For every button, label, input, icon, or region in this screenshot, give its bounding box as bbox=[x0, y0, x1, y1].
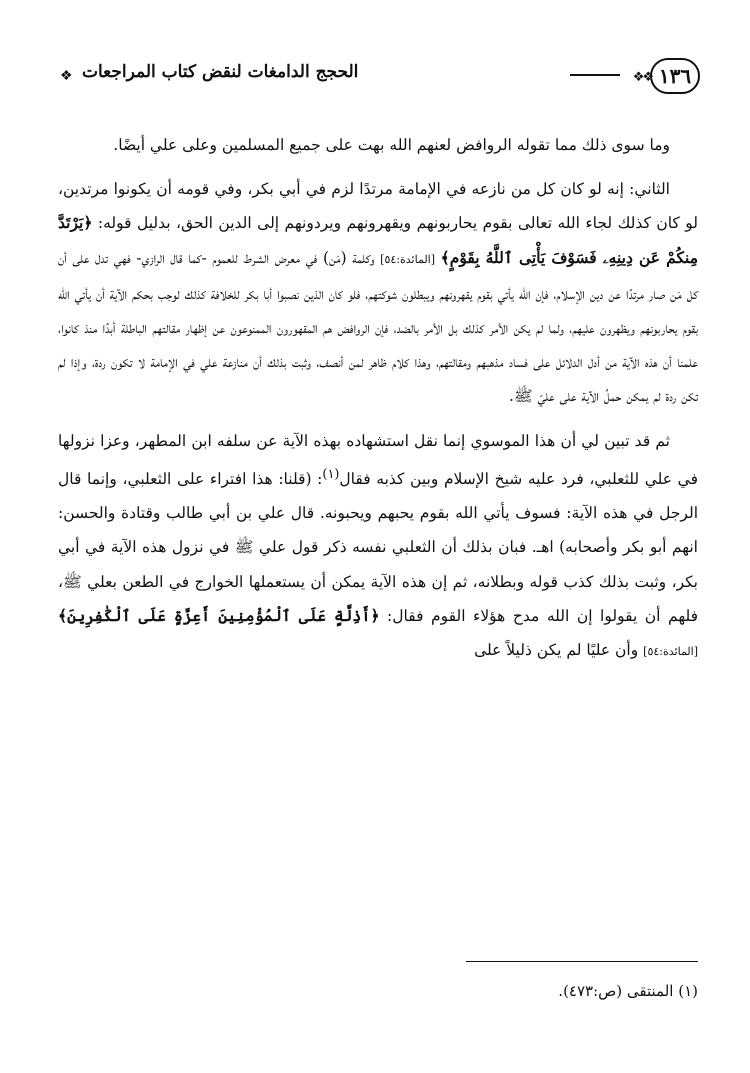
paragraph-text: وما سوى ذلك مما تقوله الروافض لعنهم الله بهت على جميع المسلمين وعلى علي أيضًا. bbox=[113, 136, 670, 154]
paragraph bbox=[58, 424, 698, 670]
paragraph-text: وكلمة (مَن) في معرض الشرط للعموم -كما قال الرازي- فهي تدل على أن كل مَن صار مرتدًا عن دين الإسلام، فإن الله يأتي بقوم يقهرونهم ويبطلون شوكتهم، فلو كان الذين نصبوا أبا بكر للخلافة كذلك لوجب بحكم الآية أن يأتي الله بقوم يحاربونهم ويظهرون عليهم، ولما لم يكن الأمر كذلك بل الأمر بالضد، فإن الروافض هم المقهورون الممنوعون عن إظهار مقالتهم الباطلة أبدًا منذ كانوا، علمنا أن هذه الآية من أدل الدلائل على فساد مذهبهم ومقالتهم، وهذا كلام ظاهر لمن أنصف، وثبت بذلك أن منازعة علي في الإمامة لا تكون ردة، وإذا لم تكن ردة لم يمكن حملُ الآية على عليّ ﷺ. bbox=[58, 248, 698, 406]
paragraph-text: الثاني: إنه لو كان كل من نازعه في الإمامة مرتدًا لزم في أبي بكر، وفي قومه أن يكونوا مرتدين، لو كان كذلك لجاء الله تعالى بقوم يحاربونهم ويقهرونهم ويردونهم إلى الدين الحق، بدليل قوله: bbox=[58, 180, 698, 233]
header-rule bbox=[570, 74, 620, 76]
page-body bbox=[58, 128, 698, 669]
quran-verse: ﴿يَرْتَدَّ مِنكُمْ عَن دِينِهِۦ فَسَوْفَ يَأْتِى ٱللَّهُ بِقَوْمٍ﴾ bbox=[58, 213, 698, 267]
footnote-marker: (١) bbox=[322, 466, 340, 482]
running-header bbox=[60, 58, 700, 94]
paragraph-text: وأن عليًا لم يكن ذليلاً على bbox=[474, 641, 644, 659]
book-title: الحجج الدامغات لنقض كتاب المراجعات bbox=[82, 62, 359, 82]
paragraph-text: : (قلنا: هذا افتراء على الثعلبي، وإنما قال الرجل في هذه الآية: فسوف يأتي الله بقوم يحبهم ويحبونه. قال علي بن أبي طالب وقتادة والحسن: انهم أبو بكر وأصحابه) اهـ. فبان بذلك أن الثعلبي نفسه ذكر قول علي ﷺ في نزول هذه الآية في أبي بكر، وثبت بذلك كذب قوله وبطلانه، ثم إن هذه الآية يمكن أن يستعملها الخوارج في الطعن بعلي ﷺ، فلهم أن يقولوا إن الله مدح هؤلاء القوم فقال: bbox=[58, 469, 699, 625]
paragraph bbox=[58, 172, 698, 413]
quran-verse: ﴿أَذِلَّةٍ عَلَى ٱلْمُؤْمِنِينَ أَعِزَّةٍ عَلَى ٱلْكَٰفِرِينَ﴾ bbox=[58, 605, 380, 625]
footnote: (١) المنتقى (ص:٤٧٣). bbox=[558, 982, 698, 1000]
ornament-icon: ❖❖ bbox=[632, 70, 652, 85]
paragraph bbox=[58, 128, 698, 162]
page-number: ١٣٦ bbox=[650, 58, 700, 94]
paragraph-text: ثم قد تبين لي أن هذا الموسوي إنما نقل استشهاده بهذه الآية عن سلفه ابن المطهر، وعزا نزولها في علي للثعلبي، فرد عليه شيخ الإسلام وبين كذبه فقال bbox=[58, 431, 698, 488]
footnote-divider bbox=[466, 961, 698, 962]
verse-reference: [المائدة:٥٤] bbox=[643, 645, 698, 658]
verse-reference: [المائدة:٥٤] bbox=[380, 252, 436, 266]
ornament-icon: ❖ bbox=[60, 68, 73, 84]
